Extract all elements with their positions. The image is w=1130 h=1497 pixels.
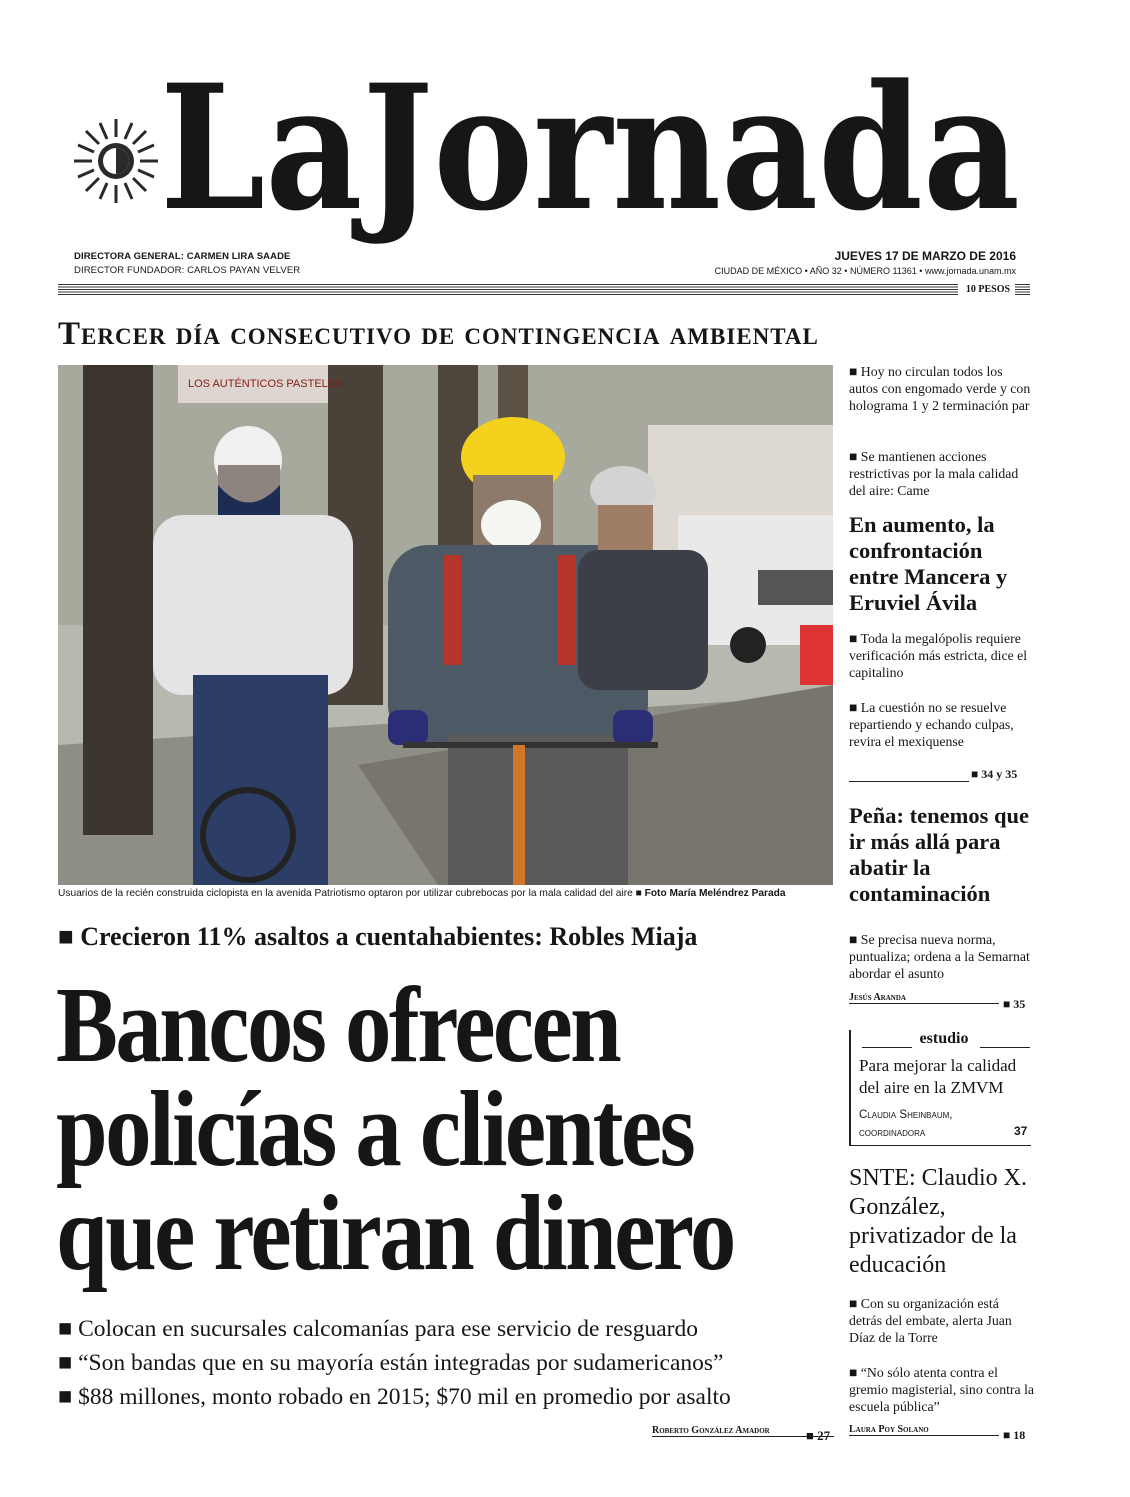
main-headline[interactable]	[56, 966, 735, 1293]
sun-logo-icon	[70, 115, 162, 207]
issue-date: JUEVES 17 DE MARZO DE 2016	[834, 249, 1016, 263]
front-page-photo[interactable]	[58, 365, 833, 885]
sidebar-headline-mancera[interactable]: En aumento, la confrontación entre Mancera y Eruviel Ávila	[849, 512, 1008, 615]
sidebar-note-1: ■ Hoy no circulan todos los autos con engomado verde y con holograma 1 y 2 terminación par	[849, 364, 1031, 413]
sidebar-byline-poy: Laura Poy Solano	[849, 1424, 999, 1436]
sidebar-page-ref-2[interactable]: ■ 35	[1003, 997, 1026, 1011]
main-bullet-1: ■ Colocan en sucursales calcomanías para ese servicio de resguardo	[58, 1316, 698, 1342]
estudio-text: Para mejorar la calidad del aire en la ZMVM	[859, 1056, 1017, 1097]
sidebar-byline-aranda: Jesús Aranda	[849, 992, 999, 1004]
sidebar-page-ref-3[interactable]: ■ 18	[1003, 1428, 1026, 1442]
estudio-rule-bottom	[849, 1145, 1031, 1146]
main-headline-line-1: Bancos ofrecen	[56, 966, 620, 1085]
top-headline[interactable]: Tercer día consecutivo de contingencia ambiental	[58, 316, 819, 352]
main-headline-line-3: que retiran dinero	[56, 1174, 734, 1293]
sidebar-note-7: ■ “No sólo atenta contra el gremio magisterial, sino contra la escuela pública”	[849, 1365, 1035, 1414]
estudio-title: estudio	[919, 1030, 969, 1047]
sidebar-note-2: ■ Se mantienen acciones restrictivas por la mala calidad del aire: Came	[849, 449, 1019, 498]
sidebar-page-ref-1[interactable]: ■ 34 y 35	[971, 767, 1018, 781]
sidebar-headline-pena[interactable]: Peña: tenemos que ir más allá para abatir la contaminación	[849, 803, 1029, 906]
main-story-kicker[interactable]: ■ Crecieron 11% asaltos a cuentahabientes: Robles Miaja	[58, 922, 698, 951]
estudio-page-ref[interactable]: 37	[1014, 1124, 1028, 1138]
masthead-logo	[160, 48, 1030, 248]
store-sign-text: LOS AUTÉNTICOS PASTELES	[188, 378, 343, 390]
main-bullet-2: ■ “Son bandas que en su mayoría están integradas por sudamericanos”	[58, 1350, 724, 1376]
sidebar-note-6: ■ Con su organización está detrás del embate, alerta Juan Díaz de la Torre	[849, 1296, 1012, 1345]
estudio-author-block	[859, 1106, 953, 1142]
sidebar-note-3: ■ Toda la megalópolis requiere verificación más estricta, dice el capitalino	[849, 631, 1028, 680]
estudio-role: coordinadora	[859, 1127, 926, 1139]
main-story-page-ref[interactable]: ■ 27	[806, 1428, 831, 1443]
masthead-rule-right	[1015, 284, 1030, 295]
price-label: 10 PESOS	[965, 284, 1011, 295]
caption-text: Usuarios de la recién construida ciclopista en la avenida Patriotismo optaron por utilizar cubrebocas por la mala calidad del aire	[58, 888, 633, 899]
masthead-credits	[74, 250, 300, 278]
masthead-dateline	[715, 248, 1016, 278]
sidebar-rule-1	[849, 781, 969, 782]
sidebar-headline-snte[interactable]: SNTE: Claudio X. González, privatizador de la educación	[849, 1165, 1027, 1278]
main-story-byline: Roberto González Amador	[652, 1425, 834, 1437]
main-bullet-3: ■ $88 millones, monto robado en 2015; $70 mil en promedio por asalto	[58, 1384, 731, 1410]
main-story-bullets	[58, 1312, 731, 1414]
sidebar-note-4: ■ La cuestión no se resuelve repartiendo y echando culpas, revira el mexiquense	[849, 700, 1014, 749]
director-general: DIRECTORA GENERAL: CARMEN LIRA SAADE	[74, 251, 291, 262]
estudio-rule-right	[980, 1047, 1030, 1048]
masthead-rule	[58, 284, 958, 295]
estudio-author: Claudia Sheinbaum,	[859, 1109, 953, 1121]
issue-info: CIUDAD DE MÉXICO • AÑO 32 • NÚMERO 11361 • www.jornada.unam.mx	[714, 266, 1016, 276]
director-fundador: DIRECTOR FUNDADOR: CARLOS PAYAN VELVER	[74, 265, 301, 276]
photo-credit: ■ Foto María Meléndrez Parada	[635, 888, 786, 899]
photo-caption	[58, 888, 848, 899]
masthead-logo-text: LaJornada	[160, 46, 1020, 249]
main-headline-line-2: policías a clientes	[56, 1070, 694, 1189]
sidebar-note-5: ■ Se precisa nueva norma, puntualiza; ordena a la Semarnat abordar el asunto	[849, 932, 1030, 981]
